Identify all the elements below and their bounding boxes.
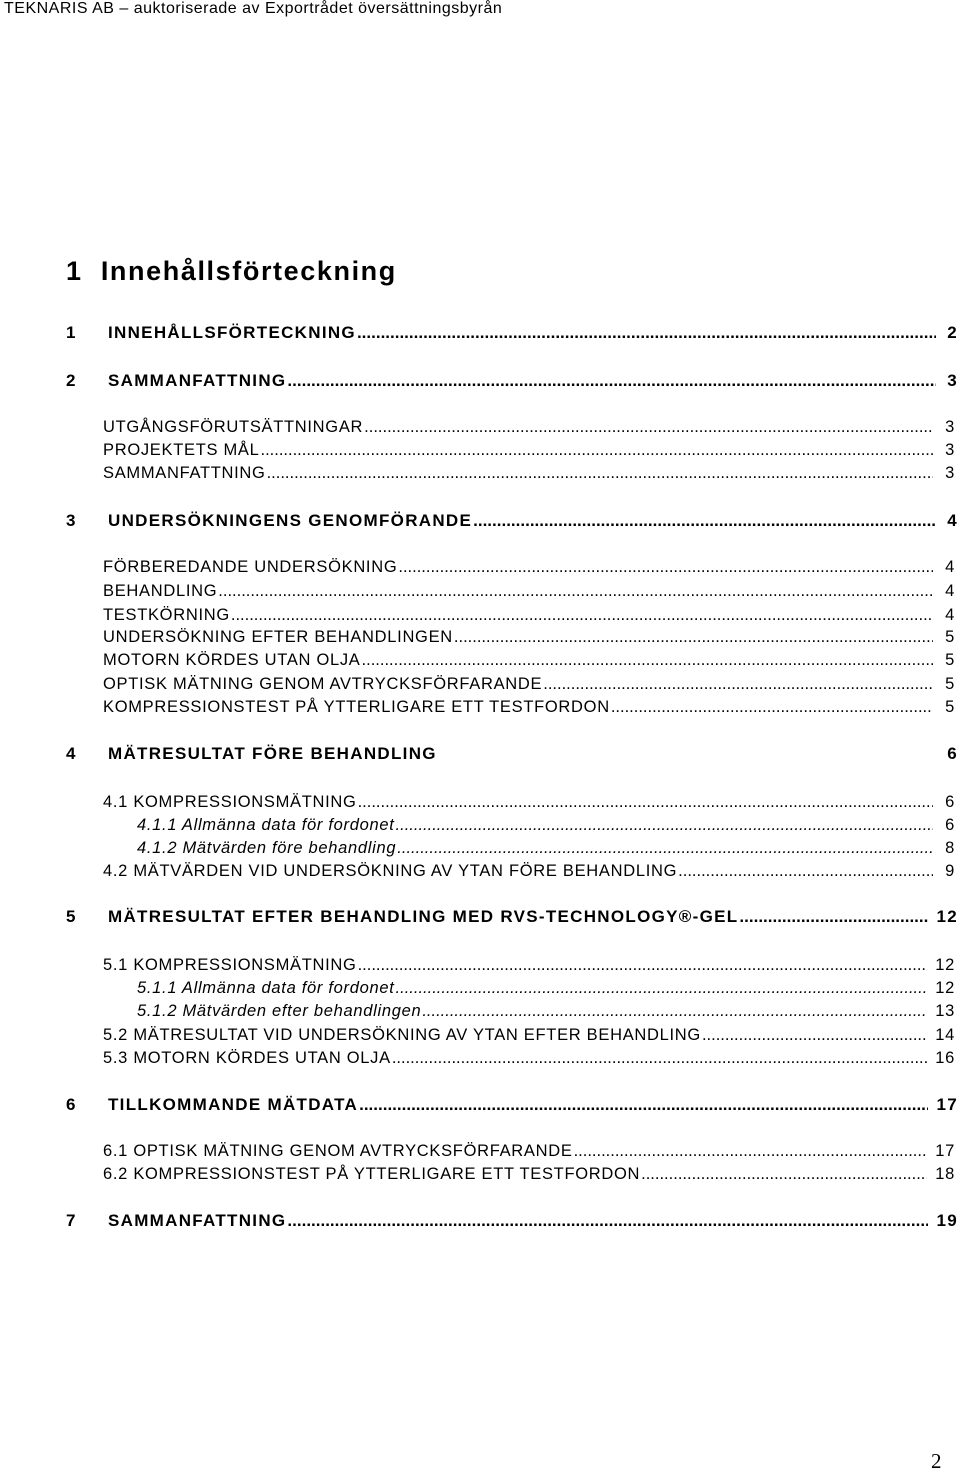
toc-entry-chapter-6[interactable] <box>66 1094 958 1116</box>
toc-entry-label: 6.1 OPTISK MÄTNING GENOM AVTRYCKSFÖRFARANDE <box>103 1142 573 1160</box>
dot-leader <box>362 649 933 671</box>
toc-entry[interactable] <box>103 860 955 882</box>
toc-entry-number: 2 <box>66 371 77 390</box>
toc-entry-label: UNDERSÖKNINGENS GENOMFÖRANDE <box>108 511 473 530</box>
toc-entry-page: 5 <box>945 675 955 693</box>
toc-entry-label: TESTKÖRNING <box>103 606 230 624</box>
dot-leader <box>357 322 936 344</box>
toc-entry-page: 12 <box>935 979 955 997</box>
toc-entry-page: 12 <box>935 956 955 974</box>
dot-leader <box>543 673 933 695</box>
toc-entry[interactable] <box>103 791 955 813</box>
toc-entry[interactable] <box>103 462 955 484</box>
toc-entry-page: 5 <box>945 628 955 646</box>
toc-entry-label: 4.1.2 Mätvärden före behandling <box>137 839 397 857</box>
toc-entry-number: 7 <box>66 1211 77 1230</box>
dot-leader <box>358 791 933 813</box>
page-title <box>66 256 397 287</box>
toc-entry-page: 4 <box>945 558 955 576</box>
toc-entry-page: 16 <box>935 1049 955 1067</box>
toc-entry-page: 5 <box>945 651 955 669</box>
toc-entry-number: 5 <box>66 907 77 926</box>
toc-entry[interactable] <box>103 696 955 718</box>
toc-entry-page: 2 <box>947 323 958 342</box>
dot-leader <box>739 906 928 928</box>
toc-entry-page: 3 <box>945 441 955 459</box>
toc-entry[interactable] <box>103 1024 955 1046</box>
dot-leader <box>398 556 933 578</box>
toc-entry-number: 3 <box>66 511 77 530</box>
toc-entry-page: 4 <box>945 606 955 624</box>
dot-leader <box>473 510 936 532</box>
dot-leader <box>218 580 933 602</box>
toc-entry[interactable] <box>103 626 955 648</box>
toc-entry[interactable] <box>137 814 955 836</box>
toc-entry[interactable] <box>103 556 955 578</box>
toc-entry-label: SAMMANFATTNING <box>108 371 287 390</box>
dot-leader <box>611 696 933 718</box>
dot-leader <box>702 1024 927 1046</box>
toc-entry-page: 3 <box>947 371 958 390</box>
toc-entry-page: 9 <box>945 862 955 880</box>
toc-entry-page: 6 <box>945 816 955 834</box>
toc-entry-label: OPTISK MÄTNING GENOM AVTRYCKSFÖRFARANDE <box>103 675 543 693</box>
dot-leader <box>392 1047 927 1069</box>
dot-leader <box>396 814 933 836</box>
toc-entry-label: 5.3 MOTORN KÖRDES UTAN OLJA <box>103 1049 391 1067</box>
dot-leader <box>574 1140 928 1162</box>
toc-entry-label: MÄTRESULTAT FÖRE BEHANDLING <box>108 744 437 763</box>
toc-entry-page: 4 <box>945 582 955 600</box>
title-text: Innehållsförteckning <box>100 256 397 286</box>
page-number: 2 <box>931 1449 942 1473</box>
toc-entry[interactable] <box>103 649 955 671</box>
toc-entry-page: 5 <box>945 698 955 716</box>
toc-entry-page: 6 <box>947 744 958 763</box>
toc-entry[interactable] <box>103 604 955 626</box>
dot-leader <box>422 1000 927 1022</box>
toc-entry-chapter-1[interactable] <box>66 322 958 344</box>
toc-entry-label: UNDERSÖKNING EFTER BEHANDLINGEN <box>103 628 453 646</box>
toc-entry-label: SAMMANFATTNING <box>108 1211 287 1230</box>
running-header: TEKNARIS AB – auktoriserade av Exportrådet översättningsbyrån <box>4 0 503 17</box>
dot-leader <box>397 837 933 859</box>
toc-entry-label: 4.1 KOMPRESSIONSMÄTNING <box>103 793 357 811</box>
toc-entry-number: 1 <box>66 323 77 342</box>
toc-entry-page: 19 <box>936 1211 958 1230</box>
toc-entry-page: 14 <box>935 1026 955 1044</box>
toc-entry-number: 6 <box>66 1095 77 1114</box>
dot-leader <box>231 604 933 626</box>
toc-entry-label: MÄTRESULTAT EFTER BEHANDLING MED RVS-TECHNOLOGY®-GEL <box>108 907 739 926</box>
toc-entry-page: 6 <box>945 793 955 811</box>
toc-entry[interactable] <box>103 673 955 695</box>
dot-leader <box>287 370 936 392</box>
toc-entry-label: BEHANDLING <box>103 582 218 600</box>
toc-entry-chapter-3[interactable] <box>66 510 958 532</box>
toc-entry-page: 18 <box>935 1165 955 1183</box>
toc-entry[interactable] <box>103 954 955 976</box>
dot-leader <box>267 462 933 484</box>
title-number: 1 <box>66 256 83 286</box>
toc-entry-page: 3 <box>945 464 955 482</box>
toc-entry-label: 5.1.2 Mätvärden efter behandlingen <box>137 1002 422 1020</box>
toc-entry-chapter-5[interactable] <box>66 906 958 928</box>
dot-leader <box>454 626 933 648</box>
toc-entry-page: 3 <box>945 418 955 436</box>
toc-entry-label: 4.2 MÄTVÄRDEN VID UNDERSÖKNING AV YTAN FÖRE BEHANDLING <box>103 862 678 880</box>
toc-entry[interactable] <box>137 1000 955 1022</box>
toc-entry[interactable] <box>103 416 955 438</box>
dot-leader <box>641 1163 927 1185</box>
toc-entry-page: 8 <box>945 839 955 857</box>
toc-entry-label: 5.1 KOMPRESSIONSMÄTNING <box>103 956 357 974</box>
toc-entry-chapter-2[interactable] <box>66 370 958 392</box>
dot-leader <box>364 416 933 438</box>
toc-entry-number: 4 <box>66 744 77 763</box>
toc-entry-page: 17 <box>936 1095 958 1114</box>
toc-entry-label: 4.1.1 Allmänna data för fordonet <box>137 816 395 834</box>
toc-entry[interactable] <box>103 1140 955 1162</box>
toc-entry-page: 4 <box>947 511 958 530</box>
toc-entry-chapter-4[interactable] <box>66 743 958 765</box>
toc-entry-label: 5.1.1 Allmänna data för fordonet <box>137 979 395 997</box>
dot-leader <box>358 954 928 976</box>
toc-entry-page: 17 <box>935 1142 955 1160</box>
toc-entry[interactable] <box>137 977 955 999</box>
dot-leader <box>287 1210 928 1232</box>
toc-entry-label: MOTORN KÖRDES UTAN OLJA <box>103 651 361 669</box>
toc-entry[interactable] <box>137 837 955 859</box>
toc-entry[interactable] <box>103 580 955 602</box>
toc-entry-page: 13 <box>935 1002 955 1020</box>
toc-entry-label: 5.2 MÄTRESULTAT VID UNDERSÖKNING AV YTAN EFTER BEHANDLING <box>103 1026 701 1044</box>
toc-entry-label: UTGÅNGSFÖRUTSÄTTNINGAR <box>103 418 364 436</box>
toc-entry-label: INNEHÅLLSFÖRTECKNING <box>108 323 356 342</box>
toc-entry-label: 6.2 KOMPRESSIONSTEST PÅ YTTERLIGARE ETT TESTFORDON <box>103 1165 641 1183</box>
toc-entry-chapter-7[interactable] <box>66 1210 958 1232</box>
toc-entry[interactable] <box>103 1163 955 1185</box>
toc-entry-label: TILLKOMMANDE MÄTDATA <box>108 1095 359 1114</box>
dot-leader <box>396 977 928 999</box>
toc-entry[interactable] <box>103 1047 955 1069</box>
dot-leader <box>261 439 934 461</box>
toc-entry-label: KOMPRESSIONSTEST PÅ YTTERLIGARE ETT TESTFORDON <box>103 698 610 716</box>
toc-entry-page: 12 <box>936 907 958 926</box>
dot-leader <box>678 860 933 882</box>
toc-entry-label: FÖRBEREDANDE UNDERSÖKNING <box>103 558 398 576</box>
toc-entry[interactable] <box>103 439 955 461</box>
dot-leader <box>359 1094 928 1116</box>
toc-entry-label: PROJEKTETS MÅL <box>103 441 260 459</box>
toc-entry-label: SAMMANFATTNING <box>103 464 266 482</box>
